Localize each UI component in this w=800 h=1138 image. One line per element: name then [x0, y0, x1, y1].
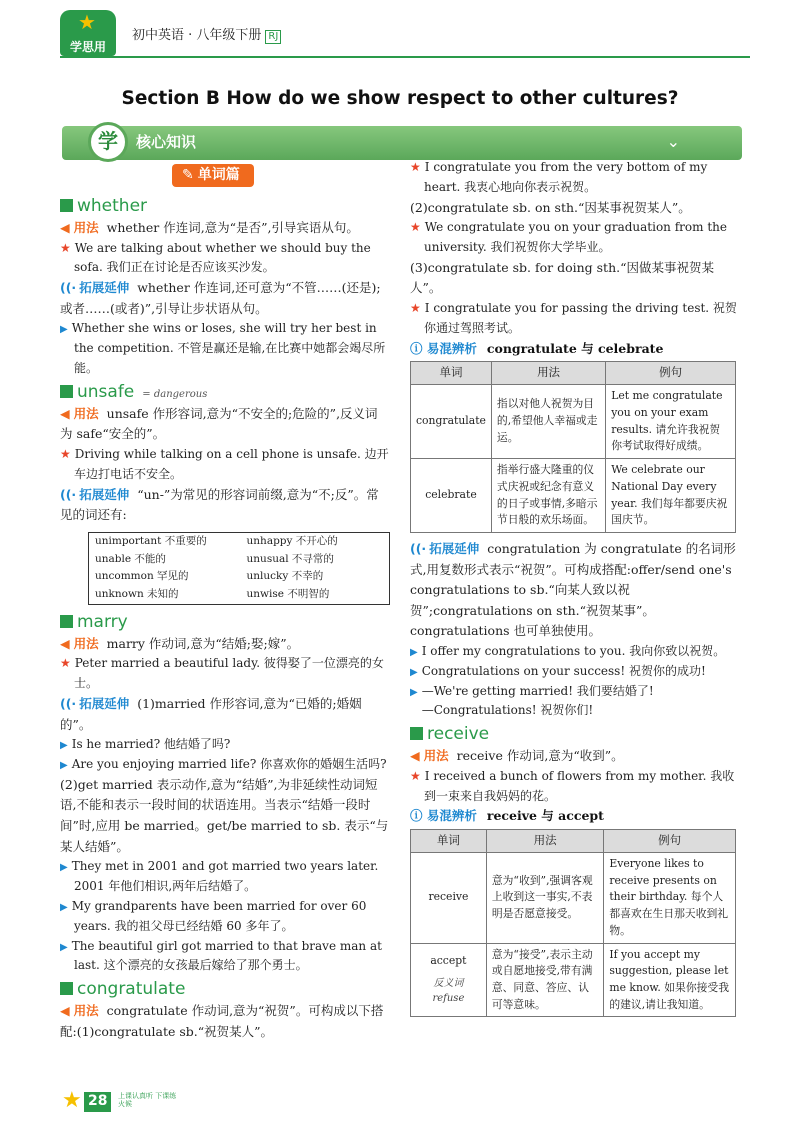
left-column: [60, 164, 390, 1042]
example-sentence: ▶ Is he married? 他结婚了吗?: [60, 737, 231, 752]
page-number: 28: [84, 1092, 111, 1112]
usage-label: ◀ 用法: [410, 748, 449, 764]
triangle-bullet-icon: ▶: [410, 666, 418, 678]
collocation-line: (2)congratulate sb. on sth.“因某事祝贺某人”。: [410, 199, 691, 215]
prefix-word-table: [88, 532, 390, 605]
paper-plane-icon: ◀: [60, 1003, 70, 1019]
example-sentence: ★ I congratulate you for passing the driving test. 祝贺你通过驾照考试。: [410, 301, 737, 335]
usage-paragraph: ◀ 用法 receive 作动词,意为“收到”。: [410, 748, 624, 764]
extension-label: ((· 拓展延伸: [60, 280, 130, 296]
page-header: [60, 10, 750, 58]
example-sentence: ★ Peter married a beautiful lady. 彼得娶了一位漂亮的女士。: [60, 656, 384, 691]
usage-paragraph: ◀ 用法 unsafe 作形容词,意为“不安全的;危险的”,反义词为 safe“安全的”。: [60, 405, 378, 442]
comparison-heading: ⓘ 易混辨析 congratulate 与 celebrate: [410, 340, 664, 356]
example-sentence: ▶ My grandparents have been married for over 60 years. 我的祖父母已经结婚 60 多年了。: [60, 898, 367, 933]
word-heading-unsafe: unsafe = dangerous: [60, 381, 390, 404]
usage-label: ◀ 用法: [60, 405, 99, 421]
usage-label: ◀ 用法: [60, 1003, 99, 1019]
synonym-note: = dangerous: [142, 388, 208, 400]
square-icon: [60, 199, 73, 212]
table-header-row: 单词 用法 例句: [411, 362, 736, 385]
wifi-icon: ((·: [60, 280, 77, 296]
square-icon: [60, 385, 73, 398]
table-row: celebrate 指举行盛大隆重的仪式庆祝或纪念有意义的日子或事情,多暗示节日般的欢乐场面。 We celebrate our National Day every year. 我们每年都要庆祝国庆节。: [411, 459, 736, 533]
triangle-bullet-icon: ▶: [60, 941, 68, 953]
star-bullet-icon: ★: [60, 446, 71, 461]
paper-plane-icon: ◀: [60, 635, 70, 651]
example-sentence: ▶ Are you enjoying married life? 你喜欢你的婚姻生活吗?: [60, 757, 387, 772]
example-sentence: ▶ They met in 2001 and got married two years later. 2001 年他们相识,两年后结婚了。: [60, 859, 379, 894]
usage-paragraph: ◀ 用法 whether 作连词,意为“是否”,引导宾语从句。: [60, 219, 359, 235]
table-row: unknown 未知的 unwise 不明智的: [95, 588, 330, 601]
star-bullet-icon: ★: [410, 160, 421, 174]
comparison-label: ⓘ 易混辨析: [410, 808, 477, 824]
table-row: uncommon 罕见的 unlucky 不幸的: [95, 570, 324, 583]
table-header-row: 单词 用法 例句: [411, 830, 736, 853]
triangle-bullet-icon: ▶: [60, 862, 68, 874]
triangle-bullet-icon: ▶: [60, 901, 68, 913]
example-sentence: ★ Driving while talking on a cell phone is unsafe. 边开车边打电话不安全。: [60, 446, 389, 481]
example-sentence: ★ We are talking about whether we should buy the sofa. 我们正在讨论是否应该买沙发。: [60, 240, 371, 275]
extension-paragraph: ((· 拓展延伸 (1)married 作形容词,意为“已婚的;婚姻的”。: [60, 695, 362, 732]
usage-paragraph: ◀ 用法 congratulate 作动词,意为“祝贺”。可构成以下搭配:(1)congratulate sb.“祝贺某人”。: [60, 1003, 384, 1039]
word-heading-whether: whether: [60, 195, 390, 218]
table-row: unable 不能的 unusual 不寻常的: [95, 552, 334, 565]
header-divider: [60, 56, 750, 58]
brand-logo: ★ 学思用: [60, 10, 116, 56]
book-title: 初中英语 · 八年级下册 RJ: [132, 28, 281, 44]
collocation-line: (3)congratulate sb. for doing sth.“因做某事祝贺某人”。: [410, 259, 714, 296]
triangle-bullet-icon: ▶: [410, 686, 418, 698]
extension-paragraph: ((· 拓展延伸 congratulation 为 congratulate 的名词形式,用复数形式表示“祝贺”。可构成搭配:offer/send one's congratulations to sb.“向某人致以祝贺”;congratulations on sth.“祝贺某事”。congratulations 也可单独使用。: [410, 540, 736, 639]
wifi-icon: ((·: [60, 695, 77, 711]
word-heading-marry: marry: [60, 611, 390, 634]
star-bullet-icon: ★: [410, 220, 421, 235]
extension-paragraph: ((· 拓展延伸 “un-”为常见的形容词前缀,意为“不;反”。常见的词还有:: [60, 486, 379, 523]
antonym-note: 反义词 refuse: [432, 977, 465, 1005]
example-sentence: ★ We congratulate you on your graduation from the university. 我们祝贺你大学毕业。: [410, 220, 727, 255]
edition-badge: RJ: [265, 30, 281, 44]
word-heading-congratulate: congratulate: [60, 978, 390, 1001]
word-heading-receive: receive: [410, 723, 742, 746]
example-sentence: ★ I received a bunch of flowers from my mother. 我收到一束来自我妈妈的花。: [410, 768, 735, 803]
table-row: congratulate 指以对他人祝贺为目的,希望他人幸福或走运。 Let me congratulate you on your exam results. 请允许我祝贺你考试取得好成绩。: [411, 385, 736, 459]
star-icon: ★: [78, 10, 96, 34]
usage-paragraph: ◀ 用法 marry 作动词,意为“结婚;娶;嫁”。: [60, 635, 300, 651]
extension-label: ((· 拓展延伸: [410, 540, 480, 556]
example-sentence: ▶ I offer my congratulations to you. 我向你致以祝贺。: [410, 644, 726, 659]
wifi-icon: ((·: [60, 486, 77, 502]
triangle-bullet-icon: ▶: [60, 760, 68, 772]
pencil-icon: ✎: [182, 167, 194, 183]
star-bullet-icon: ★: [60, 240, 71, 255]
wifi-icon: ((·: [410, 540, 427, 556]
square-icon: [60, 982, 73, 995]
comparison-table-receive-accept: [410, 829, 736, 1017]
info-icon: ⓘ: [410, 808, 427, 824]
extension-paragraph: ((· 拓展延伸 whether 作连词,还可意为“不管……(还是);或者……(或者)”,引导让步状语从句。: [60, 280, 381, 316]
info-icon: ⓘ: [410, 340, 427, 356]
usage-label: ◀ 用法: [60, 219, 99, 235]
bar-badge: 学: [88, 122, 128, 162]
star-bullet-icon: ★: [410, 768, 421, 783]
vocabulary-pill: ✎ 单词篇: [172, 164, 254, 187]
paper-plane-icon: ◀: [410, 748, 420, 764]
extension-label: ((· 拓展延伸: [60, 695, 130, 711]
triangle-bullet-icon: ▶: [410, 647, 418, 659]
extension-label: ((· 拓展延伸: [60, 486, 130, 502]
paper-plane-icon: ◀: [60, 405, 70, 421]
star-bullet-icon: ★: [410, 301, 421, 316]
right-column: [410, 158, 742, 1023]
example-sentence: —Congratulations! 祝贺你们!: [421, 703, 594, 718]
chevron-down-icon[interactable]: ⌄: [666, 132, 680, 151]
table-row: accept 反义词 refuse 意为“接受”,表示主动或自愿地接受,带有满意、同意、答应、认可等意味。 If you accept my suggestion, please let me know. 如果你接受我的建议,请让我知道。: [411, 943, 736, 1017]
usage-label: ◀ 用法: [60, 635, 99, 651]
square-icon: [60, 615, 73, 628]
paper-plane-icon: ◀: [60, 219, 70, 235]
section-title: Section B How do we show respect to other cultures?: [121, 88, 679, 109]
extension-paragraph: (2)get married 表示动作,意为“结婚”,为非延续性动词短语,不能和表示一段时间的状语连用。当表示“结婚一段时间”时,应用 be married。get/be married to sb. 表示“与某人结婚”。: [60, 776, 389, 854]
star-bullet-icon: ★: [60, 656, 71, 671]
example-sentence: ★ I congratulate you from the very bottom of my heart. 我衷心地向你表示祝贺。: [410, 160, 708, 194]
page-footer: [62, 1090, 182, 1118]
comparison-table-congratulate-celebrate: [410, 361, 736, 533]
comparison-label: ⓘ 易混辨析: [410, 340, 477, 356]
star-icon: ★: [62, 1088, 82, 1113]
table-row: unimportant 不重要的 unhappy 不开心的: [95, 534, 338, 547]
comparison-heading: ⓘ 易混辨析 receive 与 accept: [410, 808, 604, 824]
triangle-bullet-icon: ▶: [60, 740, 68, 752]
square-icon: [410, 727, 423, 740]
example-sentence: ▶ The beautiful girl got married to that brave man at last. 这个漂亮的女孩最后嫁给了那个勇士。: [60, 938, 382, 973]
footer-tagline: 上课认真听 下课练火候: [118, 1092, 177, 1109]
example-sentence: ▶ Congratulations on your success! 祝贺你的成功!: [410, 663, 706, 678]
example-sentence: ▶ —We're getting married! 我们要结婚了!: [410, 683, 654, 698]
table-row: receive 意为“收到”,强调客观上收到这一事实,不表明是否愿意接受。 Everyone likes to receive presents on their birthday. 每个人都喜欢在生日那天收到礼物。: [411, 852, 736, 943]
core-knowledge-bar: [62, 126, 742, 160]
triangle-bullet-icon: ▶: [60, 324, 68, 336]
bar-title: 核心知识: [136, 133, 197, 151]
example-sentence: ▶ Whether she wins or loses, she will try her best in the competition. 不管是赢还是输,在比赛中她都会竭尽所能。: [60, 321, 386, 375]
